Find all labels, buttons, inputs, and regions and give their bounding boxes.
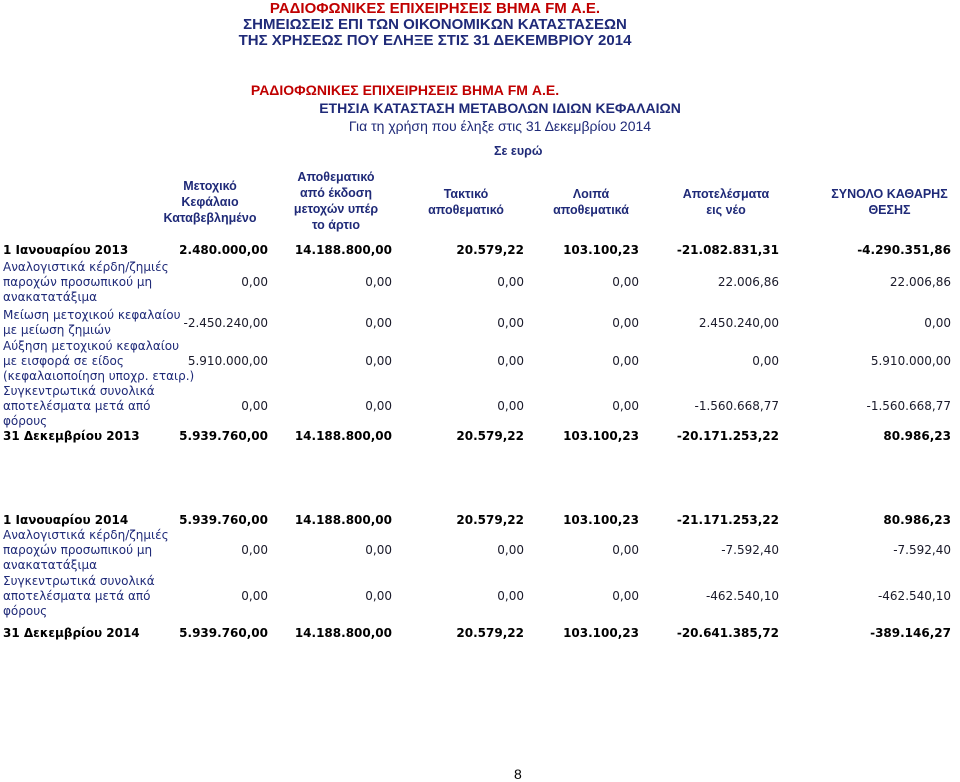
- row-label-line: Μείωση μετοχικού κεφαλαίου: [3, 308, 181, 322]
- cell-value: 5.939.760,00: [179, 513, 268, 527]
- cell-value: 14.188.800,00: [294, 429, 392, 443]
- cell-value: -462.540,10: [705, 589, 779, 603]
- cell-value: 80.986,23: [883, 513, 951, 527]
- cell-value: 14.188.800,00: [294, 243, 392, 257]
- cell-value: -1.560.668,77: [694, 399, 779, 413]
- cell-value: 0,00: [241, 543, 268, 557]
- cell-value: -4.290.351,86: [857, 243, 951, 257]
- cell-value: 0,00: [365, 354, 392, 368]
- cell-value: 0,00: [365, 589, 392, 603]
- col-header-other-reserves: Λοιπά αποθεματικά: [553, 187, 629, 217]
- row-label-line: με εισφορά σε είδος: [3, 354, 124, 368]
- cell-value: -1.560.668,77: [866, 399, 951, 413]
- statement-title: ΕΤΗΣΙΑ ΚΑΤΑΣΤΑΣΗ ΜΕΤΑΒΟΛΩΝ ΙΔΙΩΝ ΚΕΦΑΛΑΙΩΝ: [319, 100, 681, 116]
- report-company-name: ΡΑΔΙΟΦΩΝΙΚΕΣ ΕΠΙΧΕΙΡΗΣΕΙΣ ΒΗΜΑ FM Α.Ε.: [269, 0, 601, 17]
- cell-value: 0,00: [497, 354, 524, 368]
- cell-value: 20.579,22: [456, 429, 524, 443]
- cell-value: 103.100,23: [563, 626, 639, 640]
- cell-value: 0,00: [365, 275, 392, 289]
- row-label-line: 1 Ιανουαρίου 2013: [3, 243, 129, 257]
- cell-value: 5.910.000,00: [870, 354, 951, 368]
- cell-value: 0,00: [497, 399, 524, 413]
- cell-value: -2.450.240,00: [183, 316, 268, 330]
- cell-value: 5.939.760,00: [179, 429, 268, 443]
- cell-value: 22.006,86: [717, 275, 779, 289]
- cell-value: -21.082.831,31: [676, 243, 779, 257]
- row-label-line: Αύξηση μετοχικού κεφαλαίου: [3, 339, 180, 353]
- row-label: [3, 429, 140, 443]
- row-label-line: Συγκεντρωτικά συνολικά: [3, 574, 155, 588]
- cell-value: 0,00: [241, 275, 268, 289]
- cell-value: -7.592,40: [893, 543, 951, 557]
- row-label-line: φόρους: [3, 604, 48, 618]
- notes-title: ΣΗΜΕΙΩΣΕΙΣ ΕΠΙ ΤΩΝ ΟΙΚΟΝΟΜΙΚΩΝ ΚΑΤΑΣΤΑΣΕΩΝ: [243, 16, 627, 33]
- row-label-line: ανακατατάξιμα: [3, 290, 98, 304]
- cell-value: -462.540,10: [877, 589, 951, 603]
- row-label-line: παροχών προσωπικού μη: [3, 543, 153, 557]
- cell-value: 103.100,23: [563, 513, 639, 527]
- cell-value: -21.171.253,22: [676, 513, 779, 527]
- cell-value: 0,00: [612, 399, 639, 413]
- col-header-share-capital: Μετοχικό Κεφάλαιο Καταβεβλημένο: [163, 179, 257, 225]
- cell-value: 80.986,23: [883, 429, 951, 443]
- col-header-share-premium: Αποθεματικό από έκδοση μετοχών υπέρ το άρτιο: [293, 170, 379, 232]
- row-label-line: (κεφαλαιοποίηση υποχρ. εταιρ.): [3, 369, 195, 383]
- row-label-line: φόρους: [3, 414, 48, 428]
- cell-value: 0,00: [612, 543, 639, 557]
- col-header-total-equity: ΣΥΝΟΛΟ ΚΑΘΑΡΗΣ ΘΕΣΗΣ: [831, 187, 948, 217]
- page-number: 8: [514, 766, 522, 782]
- statement-company-name: ΡΑΔΙΟΦΩΝΙΚΕΣ ΕΠΙΧΕΙΡΗΣΕΙΣ ΒΗΜΑ FM Α.Ε.: [250, 82, 560, 98]
- row-label-line: 31 Δεκεμβρίου 2013: [3, 429, 140, 443]
- cell-value: 0,00: [497, 275, 524, 289]
- cell-value: 103.100,23: [563, 429, 639, 443]
- cell-value: 0,00: [365, 543, 392, 557]
- cell-value: 20.579,22: [456, 243, 524, 257]
- row-label-line: αποτελέσματα μετά από: [3, 399, 151, 413]
- cell-value: 20.579,22: [456, 626, 524, 640]
- cell-value: 0,00: [497, 589, 524, 603]
- currency-label: Σε ευρώ: [494, 144, 543, 158]
- col-header-statutory-reserve: Τακτικό αποθεματικό: [428, 187, 504, 217]
- row-label-line: 31 Δεκεμβρίου 2014: [3, 626, 140, 640]
- cell-value: 5.910.000,00: [187, 354, 268, 368]
- cell-value: 14.188.800,00: [294, 513, 392, 527]
- cell-value: 2.450.240,00: [698, 316, 779, 330]
- cell-value: 0,00: [497, 543, 524, 557]
- row-label-line: 1 Ιανουαρίου 2014: [3, 513, 129, 527]
- cell-value: -7.592,40: [721, 543, 779, 557]
- cell-value: 0,00: [365, 316, 392, 330]
- cell-value: -389.146,27: [870, 626, 951, 640]
- row-label-line: παροχών προσωπικού μη: [3, 275, 153, 289]
- row-label-line: Αναλογιστικά κέρδη/ζημιές: [3, 260, 169, 274]
- cell-value: 0,00: [612, 589, 639, 603]
- row-label: [3, 243, 128, 257]
- row-label-line: με μείωση ζημιών: [3, 323, 111, 337]
- row-label-line: ανακατατάξιμα: [3, 558, 98, 572]
- cell-value: 0,00: [612, 316, 639, 330]
- cell-value: -20.171.253,22: [676, 429, 779, 443]
- cell-value: 0,00: [497, 316, 524, 330]
- col-header-retained-earnings: Αποτελέσματα εις νέο: [682, 187, 770, 217]
- cell-value: 0,00: [241, 399, 268, 413]
- row-label: [3, 626, 140, 640]
- cell-value: -20.641.385,72: [676, 626, 779, 640]
- row-label-line: Αναλογιστικά κέρδη/ζημιές: [3, 528, 169, 542]
- cell-value: 103.100,23: [563, 243, 639, 257]
- statement-subtitle: Για τη χρήση που έληξε στις 31 Δεκεμβρίου 2014: [348, 118, 652, 134]
- cell-value: 14.188.800,00: [294, 626, 392, 640]
- row-label: [3, 513, 128, 527]
- report-period: ΤΗΣ ΧΡΗΣΕΩΣ ΠΟΥ ΕΛΗΞΕ ΣΤΙΣ 31 ΔΕΚΕΜΒΡΙΟΥ 2014: [238, 32, 632, 49]
- cell-value: 0,00: [924, 316, 951, 330]
- cell-value: 22.006,86: [889, 275, 951, 289]
- row-label-line: αποτελέσματα μετά από: [3, 589, 151, 603]
- cell-value: 0,00: [612, 354, 639, 368]
- cell-value: 2.480.000,00: [179, 243, 268, 257]
- cell-value: 0,00: [752, 354, 779, 368]
- row-label-line: Συγκεντρωτικά συνολικά: [3, 384, 155, 398]
- cell-value: 0,00: [365, 399, 392, 413]
- cell-value: 0,00: [612, 275, 639, 289]
- cell-value: 20.579,22: [456, 513, 524, 527]
- cell-value: 0,00: [241, 589, 268, 603]
- cell-value: 5.939.760,00: [179, 626, 268, 640]
